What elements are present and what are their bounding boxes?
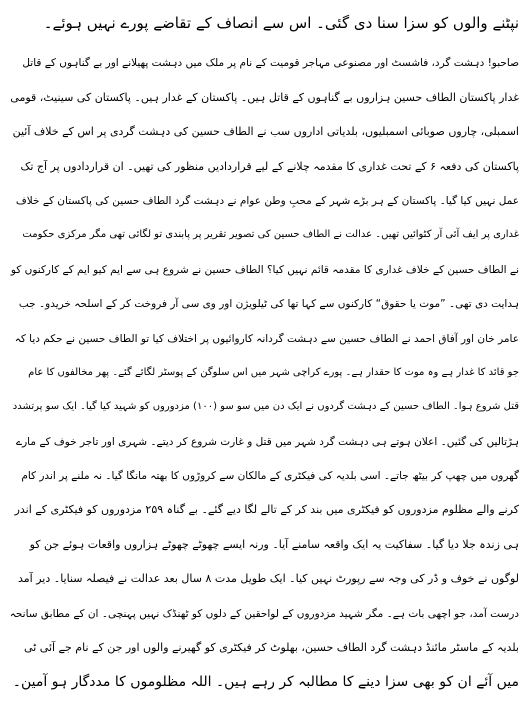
text-line: نپٹنے والوں کو سزا سنا دی گئی۔ اس سے انصاف کے تقاضے پورے نہیں ہوئے۔ [43,14,519,32]
text-line: بلدیہ کے ماسٹر مائنڈ دہشت گرد الطاف حسین، بھلوٹ کر فیکٹری کو گھیرنے والوں اور جن کے نام جے آئی ٹی [24,641,519,655]
text-line: نے الطاف حسین کے خلاف غداری کا مقدمہ قائم نہیں کیا؟ الطاف حسین نے شروع ہی سے ایم کیو ایم کے کارکنوں کو [10,263,519,276]
text-line: غداری پر ایف آئی آر کٹوائیں تھیں۔ عدالت نے الطاف حسین کی تصویر تقریر پر پابندی تو لگائی تھی مگر مرکزی حکومت [22,229,519,241]
text-line: صاحبو! دہشت گرد، فاشسٹ اور مصنوعی مہاجر قومیت کے نام پر ملک میں دہشت پھیلانے اور بے گناہوں کے قاتل [22,57,519,70]
text-line: گھروں میں چھپ کر بیٹھ جاتے۔ اسی بلدیہ کی فیکٹری کے مالکان سے کروڑوں کا بھتہ مانگا گیا۔ نہ ملنے پر اندر کام [21,470,519,483]
text-line: قتل شروع ہوا۔ الطاف حسین کے دہشت گردوں نے ایک دن میں سو سو (۱۰۰) مزدوروں کو شہید کیا گیا۔ ایک سو پرتشدد [12,401,519,413]
text-line: لوگوں نے خوف و ڈر کی وجہ سے رپورٹ نہیں کیا۔ ایک طویل مدت ۸ سال بعد عدالت نے فیصلہ سنایا۔ دیر آمد [18,572,519,586]
article-paragraph-2 [10,46,519,699]
text-line: عامر خان اور آفاق احمد نے الطاف حسین سے دہشت گردانہ کاروائیوں پر اختلاف کیا تو الطاف حسین نے حکم دیا کہ [14,332,519,345]
text-line: کرنے والے مظلوم مزدوروں کو فیکٹری میں بند کر کے تالے لگا دیے گئے۔ بے گناہ ۲۵۹ مزدوروں کو فیکٹری کے اندر [14,503,519,517]
text-line: پاکستان کی دفعہ ۶ کے تحت غداری کا مقدمہ چلانے کے لیے قراردادیں منظور کی تھیں۔ ان قراردادوں پر آج تک [20,159,519,173]
text-line: ہدایت دی تھی۔ ”موت یا حقوق“ کارکنوں سے کہا تھا کی ٹیلویژن اور وی سی آر فروخت کر کے اسلحہ خریدو۔ جب [18,298,519,311]
text-line: میں آئے ان کو بھی سزا دینے کا مطالبہ کر رہے ہیں۔ اللہ مظلوموں کا مددگار ہو آمین۔ [12,674,519,691]
article-paragraph-1 [10,6,519,40]
text-line: غدار پاکستان الطاف حسین ہزاروں بے گناہوں کے قاتل ہیں۔ پاکستان کے غدار ہیں۔ پاکستان کی سینیٹ، قومی [10,90,519,104]
text-line: ہڑتالیں کی گئیں۔ اعلان ہوتے ہی دہشت گرد شہر میں قتل و غارت شروع کر دیتے۔ شہری اور تاجر خوف کے مارے [15,435,519,448]
text-line: اسمبلی، چاروں صوبائی اسمبلیوں، بلدیاتی اداروں سب نے الطاف حسین کی دہشت گردی پر اس کے خلاف آئین [12,125,519,139]
text-line: عمل نہیں کیا گیا۔ پاکستان کے ہر بڑے شہر کے محبِ وطن عوام نے دہشت گرد الطاف حسین کی پاکستان کے خلاف [15,194,519,207]
text-line: جو قائد کا غدار ہے وہ موت کا حقدار ہے۔ پورے کراچی شہر میں اس سلوگن کے پوسٹر لگائے گئے۔ پھر مخالفوں کا عام [28,366,519,378]
text-line: ہی زندہ جلا دیا گیا۔ سفاکیت یہ ایک واقعہ سامنے آیا۔ ورنہ ایسے چھوٹے چھوٹے ہزاروں واقعات ہوئے جن کو [29,537,519,551]
text-line: درست آمد، جو اچھی بات ہے۔ مگر شہید مزدوروں کے لواحقین کے دلوں کو ٹھنڈک نہیں پہنچی۔ ان کے مطابق سانحہ [10,607,519,620]
